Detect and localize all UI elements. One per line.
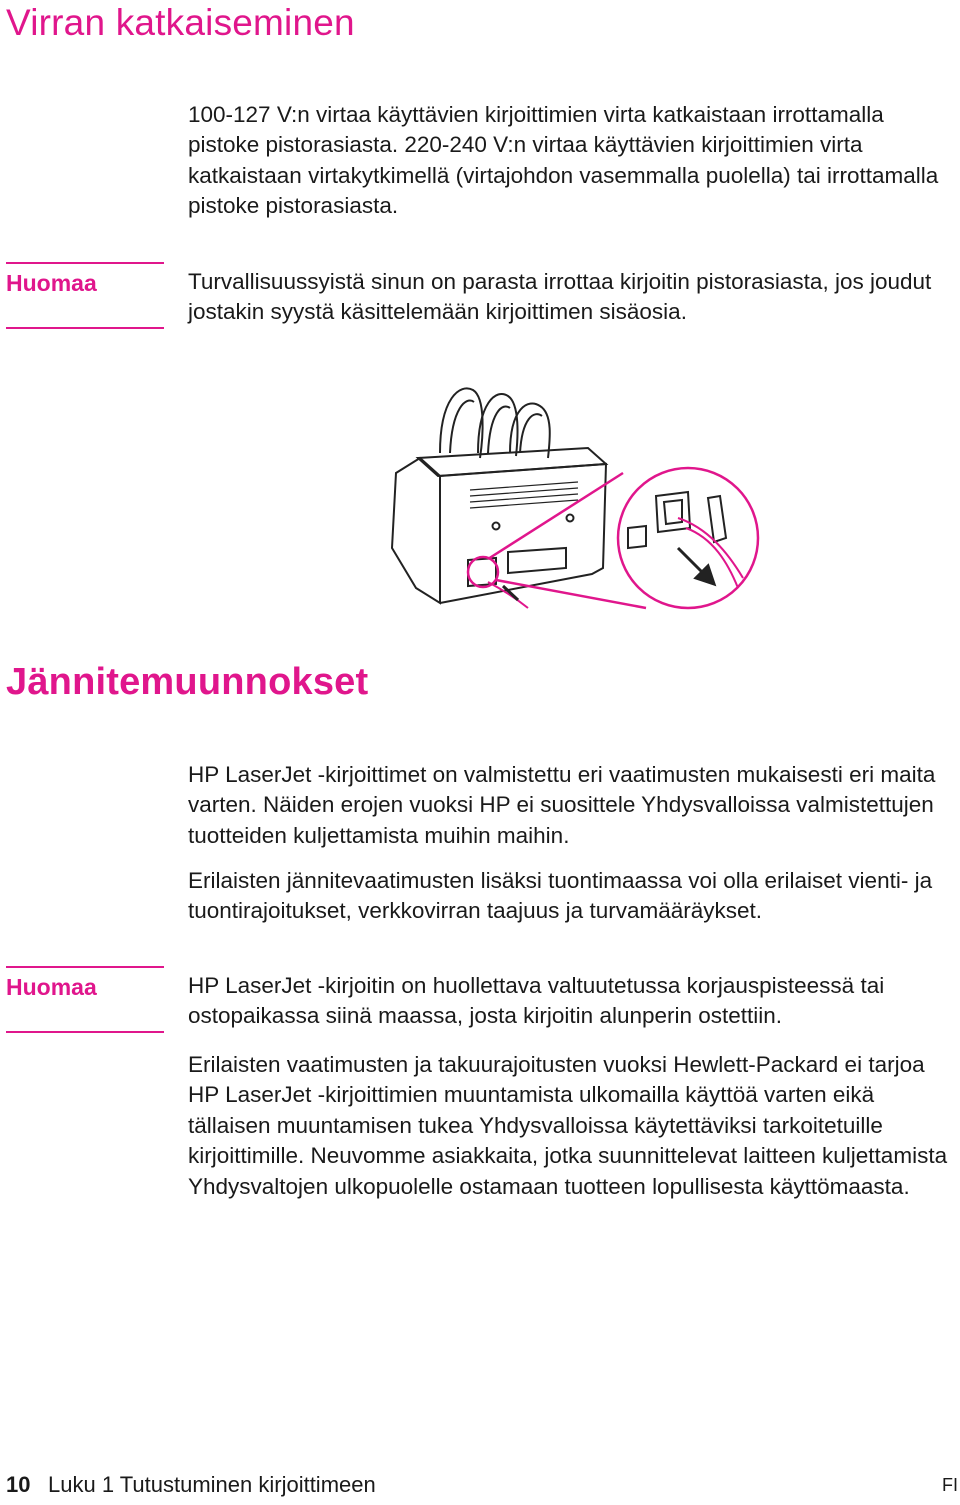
- note-label: Huomaa: [6, 270, 97, 296]
- page-footer: [6, 1472, 960, 1504]
- voltage-paragraph-3: Erilaisten vaatimusten ja takuurajoitusten vuoksi Hewlett-Packard ei tarjoa HP LaserJet -kirjoittimien muuntamista ulkomailla käyttöä varten eikä tällaisen muuntamisen tukea Yhdysvalloissa käytettäviksi tarkoitetuille kirjoittimille. Neuvomme asiakkaita, jotka suunnittelevat laitteen kuljettamista Yhdysvaltojen ulkopuolelle ostamaan tuotteen lopullisesta käyttömaasta.: [188, 1052, 948, 1199]
- voltage-paragraph-1: HP LaserJet -kirjoittimet on valmistettu eri vaatimusten mukaisesti eri maita varten. Näiden erojen vuoksi HP ei suosittele Yhdysvalloissa valmistettujen tuotteiden kuljettamista muihin maihin.: [188, 762, 936, 848]
- unplug-arrow-icon: [503, 548, 714, 600]
- zoom-detail: [628, 492, 726, 548]
- note-rule-bottom-2: [6, 1031, 164, 1033]
- note-rule-bottom: [6, 327, 164, 329]
- note-text-safety: Turvallisuussyistä sinun on parasta irrottaa kirjoitin pistorasiasta, jos joudut jostakin syystä käsittelemään kirjoittimen sisäosia.: [188, 269, 932, 325]
- language-code: FI: [942, 1475, 958, 1495]
- power-off-paragraph: 100-127 V:n virtaa käyttävien kirjoittimien virta katkaistaan irrottamalla pistoke pistorasiasta. 220-240 V:n virtaa käyttävien kirjoittimien virta katkaistaan virtakytkimellä (virtajohdon vasemmalla puolella) tai irrottamalla pistoke pistorasiasta.: [188, 102, 939, 219]
- zoom-callout: [468, 468, 758, 608]
- note-text-service: HP LaserJet -kirjoitin on huollettava valtuutetussa korjauspisteessä tai ostopaikassa siinä maassa, josta kirjoitin alunperin ostettiin.: [188, 973, 885, 1029]
- page-number: 10: [6, 1472, 31, 1497]
- note-rule-top-2: [6, 966, 164, 968]
- section-title-voltage: Jännitemuunnokset: [6, 661, 369, 703]
- section-title-power-off: Virran katkaiseminen: [6, 2, 355, 43]
- power-cord: [488, 518, 743, 608]
- chapter-title: Luku 1 Tutustuminen kirjoittimeen: [48, 1472, 376, 1497]
- note-rule-top: [6, 262, 164, 264]
- note-label-2: Huomaa: [6, 974, 97, 1000]
- printer-unplug-illustration: [378, 378, 768, 618]
- voltage-paragraph-2: Erilaisten jännitevaatimusten lisäksi tuontimaassa voi olla erilaiset vienti- ja tuontirajoitukset, verkkovirran taajuus ja turvamääräykset.: [188, 868, 933, 924]
